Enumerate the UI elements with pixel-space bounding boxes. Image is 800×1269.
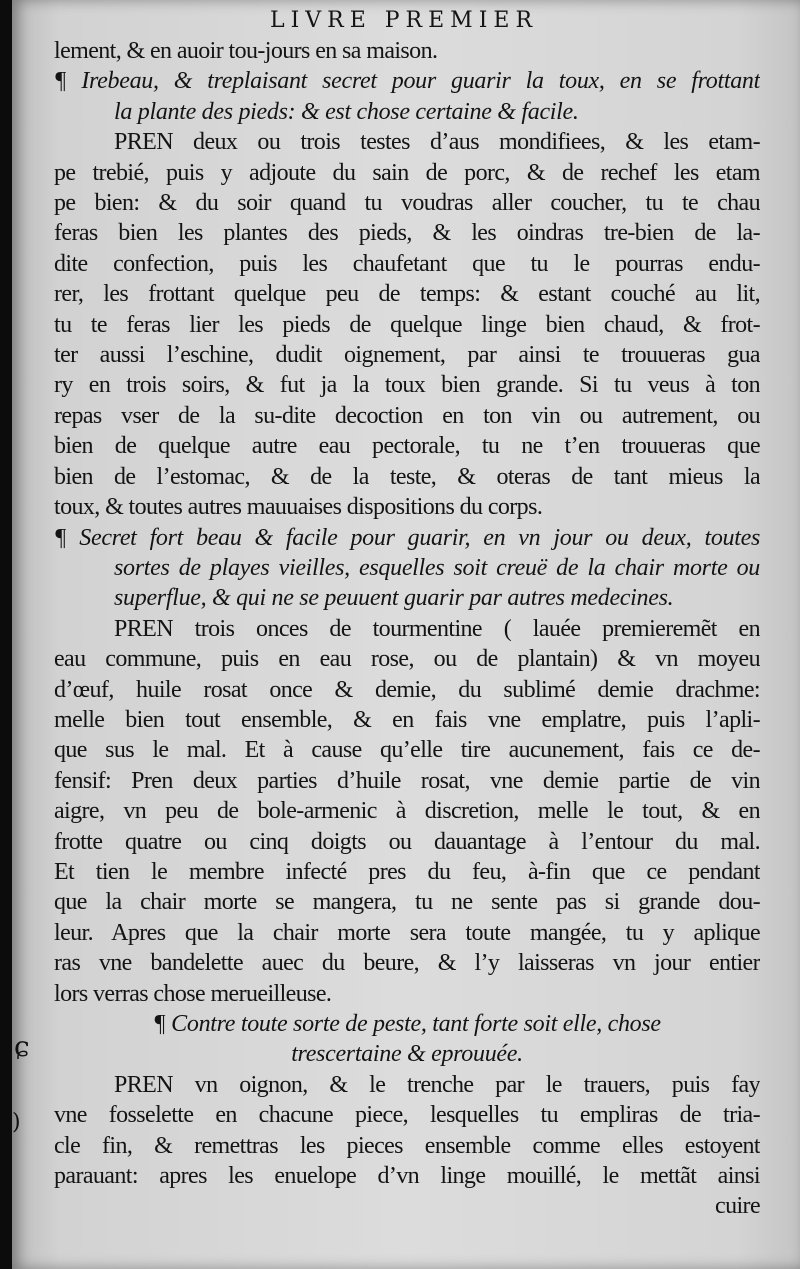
text-line: PREN vn oignon, & le trenche par le trauers, puis fay	[114, 1071, 760, 1098]
book-page	[12, 0, 800, 1269]
text-line: pe trebié, puis y adjoute du sain de porc, & de rechef les etam	[54, 159, 760, 186]
text-line: cuire	[715, 1193, 760, 1220]
text-line: vne fosselette en chacune piece, lesquelles tu empliras de tria-	[54, 1102, 760, 1129]
text-line: bien de quelque autre eau pectorale, tu ne t’en trouueras que	[54, 433, 760, 460]
text-line: ry en trois soirs, & fut ja la toux bien grande. Si tu veus à ton	[54, 372, 760, 399]
text-line: ¶ Irebeau, & treplaisant secret pour guarir la toux, en se frottant	[54, 68, 760, 95]
text-line: lors verras chose merueilleuse.	[54, 980, 332, 1007]
text-line: PREN deux ou trois testes d’aus mondifiees, & les etam-	[114, 129, 760, 156]
text-line: lement, & en auoir tou-jours en sa maison.	[54, 38, 438, 64]
text-line: trescertaine & eprouuée.	[291, 1041, 523, 1068]
text-line: eau commune, puis en eau rose, ou de plantain) & vn moyeu	[54, 646, 760, 673]
margin-bracket-icon: )	[12, 1110, 21, 1135]
page-text	[54, 6, 760, 1222]
text-line: tu te feras lier les pieds de quelque linge bien chaud, & frot-	[54, 311, 760, 338]
text-line: leur. Apres que la chair morte sera toute mangée, tu y aplique	[54, 919, 760, 946]
text-line: que la chair morte se mangera, tu ne sente pas si grande dou-	[54, 889, 760, 916]
text-line: melle bien tout ensemble, & en fais vne emplatre, puis l’apli-	[54, 706, 760, 733]
text-line: repas vser de la su-dite decoction en ton vin ou autrement, ou	[54, 402, 760, 429]
text-line: la plante des pieds: & est chose certaine & facile.	[114, 98, 579, 125]
margin-mark-icon: ɕ	[14, 1030, 30, 1063]
text-line: frotte quatre ou cinq doigts ou dauantage à l’entour du mal.	[54, 828, 760, 855]
text-line: d’œuf, huile rosat once & demie, du sublimé demie drachme:	[54, 676, 760, 703]
text-line: toux, & toutes autres mauuaises dispositions du corps.	[54, 494, 543, 521]
text-line: rer, les frottant quelque peu de temps: & estant couché au lit,	[54, 281, 760, 308]
text-line: ras vne bandelette auec du beure, & l’y laisseras vn jour entier	[54, 950, 760, 977]
text-line: feras bien les plantes des pieds, & les oindras tre-bien de la-	[54, 220, 760, 247]
text-line: aigre, vn peu de bole-armenic à discretion, melle le tout, & en	[54, 798, 760, 825]
text-body	[54, 36, 760, 1222]
text-line: pe bien: & du soir quand tu voudras aller coucher, tu te chau	[54, 190, 760, 217]
text-line: ter aussi l’eschine, dudit oignement, par ainsi te trouueras gua	[54, 342, 760, 369]
text-line: ¶ Secret fort beau & facile pour guarir, en vn jour ou deux, toutes	[54, 524, 760, 551]
text-line: sortes de playes vieilles, esquelles soit creuë de la chair morte ou	[114, 554, 760, 581]
text-line: PREN trois onces de tourmentine ( lauée premieremẽt en	[114, 615, 760, 642]
text-line: ¶ Contre toute sorte de peste, tant forte soit elle, chose	[153, 1011, 661, 1037]
text-line: cle fin, & remettras les pieces ensemble comme elles estoyent	[54, 1132, 760, 1159]
text-line: dite confection, puis les chaufetant que tu le pourras endu-	[54, 250, 760, 277]
text-line: parauant: apres les enuelope d’vn linge mouillé, le mettãt ainsi	[54, 1163, 760, 1190]
text-line: superflue, & qui ne se peuuent guarir par autres medecines.	[114, 585, 674, 612]
running-head: LIVRE PREMIER	[269, 8, 539, 33]
text-line: fensif: Pren deux parties d’huile rosat, vne demie partie de vin	[54, 767, 760, 794]
text-line: Et tien le membre infecté pres du feu, à-fin que ce pendant	[54, 858, 760, 885]
text-line: bien de l’estomac, & de la teste, & oteras de tant mieus la	[54, 463, 760, 490]
text-line: que sus le mal. Et à cause qu’elle tire aucunement, fais ce de-	[54, 737, 760, 764]
